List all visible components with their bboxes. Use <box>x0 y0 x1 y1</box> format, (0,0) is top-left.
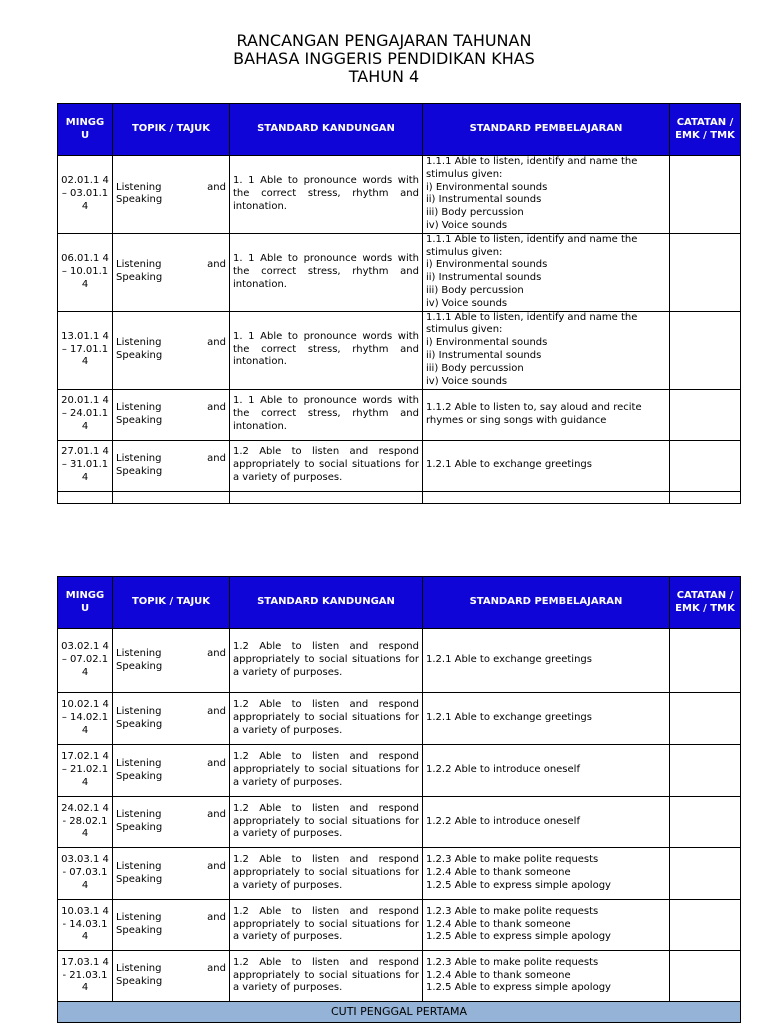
topic-word: Speaking <box>116 194 163 206</box>
topic-cell <box>113 156 230 234</box>
header-row <box>58 577 741 629</box>
topic-word: Listening <box>116 860 162 872</box>
learning-standard-line: iv) Voice sounds <box>426 297 508 309</box>
week-cell: 10.03.1 4 - 14.03.1 4 <box>58 900 113 951</box>
holiday-label: CUTI PENGGAL PERTAMA <box>58 1002 741 1023</box>
learning-standard-line: 1.2.4 Able to thank someone <box>426 969 571 981</box>
topic-word: Speaking <box>116 272 163 284</box>
catatan-cell <box>670 693 741 745</box>
learning-standard-line: ii) Instrumental sounds <box>426 272 542 284</box>
topic-word: and <box>207 860 226 872</box>
standard-pembelajaran-cell <box>423 311 670 389</box>
learning-standard-line: ii) Instrumental sounds <box>426 194 542 206</box>
topic-word: Speaking <box>116 925 163 936</box>
learning-standard-line: 1.2.3 Able to make polite requests <box>426 905 599 917</box>
standard-kandungan-cell: 1.2 Able to listen and respond appropriately to social situations for a variety of purposes. <box>230 848 423 900</box>
topic-word: and <box>207 963 226 975</box>
topic-word: Listening <box>116 452 162 464</box>
header-minggu: MINGG U <box>58 577 113 629</box>
learning-standard-line: 1.2.1 Able to exchange greetings <box>426 654 592 666</box>
header-topik: TOPIK / TAJUK <box>113 577 230 629</box>
learning-standard-line: 1.1.1 Able to listen, identify and name the stimulus given: <box>426 233 638 258</box>
standard-pembelajaran-cell <box>423 797 670 848</box>
title-line-2: BAHASA INGGERIS PENDIDIKAN KHAS <box>233 49 535 68</box>
header-sp: STANDARD PEMBELAJARAN <box>423 104 670 156</box>
topic-cell <box>113 440 230 491</box>
topic-word: Listening <box>116 705 162 717</box>
catatan-cell <box>670 311 741 389</box>
header-topik: TOPIK / TAJUK <box>113 104 230 156</box>
topic-word: Listening <box>116 912 162 924</box>
topic-word: Listening <box>116 337 162 349</box>
table-row <box>58 693 741 745</box>
topic-word: and <box>207 452 226 464</box>
table-row <box>58 951 741 1002</box>
topic-word: and <box>207 647 226 659</box>
topic-word: Listening <box>116 809 162 821</box>
standard-kandungan-cell: 1.2 Able to listen and respond appropriately to social situations for a variety of purposes. <box>230 745 423 797</box>
catatan-cell <box>670 745 741 797</box>
document-title <box>0 32 768 86</box>
catatan-cell <box>670 848 741 900</box>
catatan-cell <box>670 389 741 440</box>
topic-word: and <box>207 809 226 821</box>
catatan-cell <box>670 629 741 693</box>
table-row <box>58 311 741 389</box>
week-cell: 03.03.1 4 - 07.03.1 4 <box>58 848 113 900</box>
topic-word: Listening <box>116 757 162 769</box>
learning-standard-line: ii) Instrumental sounds <box>426 350 542 362</box>
week-cell: 03.02.1 4 – 07.02.1 4 <box>58 629 113 693</box>
standard-pembelajaran-cell <box>423 440 670 491</box>
learning-standard-line: 1.2.2 Able to introduce oneself <box>426 815 580 827</box>
topic-cell <box>113 951 230 1002</box>
standard-pembelajaran-cell <box>423 233 670 311</box>
topic-word: Listening <box>116 401 162 413</box>
table-row <box>58 629 741 693</box>
catatan-cell <box>670 156 741 234</box>
table-row <box>58 848 741 900</box>
topic-word: Listening <box>116 259 162 271</box>
learning-standard-line: 1.2.4 Able to thank someone <box>426 867 571 879</box>
learning-standard-line: iii) Body percussion <box>426 362 524 374</box>
standard-pembelajaran-cell <box>423 693 670 745</box>
learning-standard-line: 1.2.3 Able to make polite requests <box>426 854 599 866</box>
catatan-cell <box>670 797 741 848</box>
topic-cell <box>113 389 230 440</box>
topic-word: Speaking <box>116 465 163 477</box>
topic-cell <box>113 745 230 797</box>
topic-cell <box>113 848 230 900</box>
catatan-cell <box>670 440 741 491</box>
topic-cell <box>113 233 230 311</box>
topic-word: Speaking <box>116 660 163 672</box>
topic-word: Speaking <box>116 976 163 987</box>
standard-kandungan-cell: 1. 1 Able to pronounce words with the correct stress, rhythm and intonation. <box>230 233 423 311</box>
topic-cell <box>113 629 230 693</box>
topic-word: Speaking <box>116 414 163 426</box>
empty-row <box>58 491 741 503</box>
learning-standard-line: 1.2.1 Able to exchange greetings <box>426 712 592 724</box>
standard-pembelajaran-cell <box>423 745 670 797</box>
week-cell: 17.02.1 4 – 21.02.1 4 <box>58 745 113 797</box>
learning-standard-line: i) Environmental sounds <box>426 337 548 349</box>
standard-pembelajaran-cell <box>423 900 670 951</box>
topic-word: and <box>207 705 226 717</box>
header-catatan: CATATAN / EMK / TMK <box>670 104 741 156</box>
topic-word: Speaking <box>116 350 163 362</box>
standard-kandungan-cell: 1.2 Able to listen and respond appropriately to social situations for a variety of purposes. <box>230 440 423 491</box>
learning-standard-line: i) Environmental sounds <box>426 181 548 193</box>
standard-pembelajaran-cell <box>423 629 670 693</box>
week-cell: 24.02.1 4 - 28.02.1 4 <box>58 797 113 848</box>
topic-word: Speaking <box>116 822 163 833</box>
week-cell: 10.02.1 4 – 14.02.1 4 <box>58 693 113 745</box>
standard-pembelajaran-cell <box>423 389 670 440</box>
standard-kandungan-cell: 1. 1 Able to pronounce words with the correct stress, rhythm and intonation. <box>230 156 423 234</box>
standard-kandungan-cell: 1. 1 Able to pronounce words with the correct stress, rhythm and intonation. <box>230 311 423 389</box>
title-line-1: RANCANGAN PENGAJARAN TAHUNAN <box>236 31 532 50</box>
header-catatan: CATATAN / EMK / TMK <box>670 577 741 629</box>
topic-cell <box>113 900 230 951</box>
topic-word: Speaking <box>116 718 163 730</box>
standard-kandungan-cell: 1.2 Able to listen and respond appropriately to social situations for a variety of purposes. <box>230 629 423 693</box>
table-row <box>58 156 741 234</box>
header-sp: STANDARD PEMBELAJARAN <box>423 577 670 629</box>
topic-cell <box>113 311 230 389</box>
standard-kandungan-cell: 1.2 Able to listen and respond appropriately to social situations for a variety of purposes. <box>230 693 423 745</box>
week-cell: 13.01.1 4 – 17.01.1 4 <box>58 311 113 389</box>
topic-word: and <box>207 181 226 193</box>
learning-standard-line: 1.1.1 Able to listen, identify and name the stimulus given: <box>426 156 638 180</box>
learning-standard-line: iv) Voice sounds <box>426 219 508 231</box>
plan-table-2 <box>57 576 741 1023</box>
learning-standard-line: 1.2.4 Able to thank someone <box>426 918 571 930</box>
topic-word: and <box>207 337 226 349</box>
table-row <box>58 745 741 797</box>
table-row <box>58 440 741 491</box>
table-row <box>58 389 741 440</box>
standard-kandungan-cell: 1.2 Able to listen and respond appropriately to social situations for a variety of purposes. <box>230 797 423 848</box>
week-cell: 06.01.1 4 – 10.01.1 4 <box>58 233 113 311</box>
standard-pembelajaran-cell <box>423 156 670 234</box>
learning-standard-line: 1.2.5 Able to express simple apology <box>426 931 611 943</box>
topic-word: and <box>207 401 226 413</box>
learning-standard-line: iii) Body percussion <box>426 284 524 296</box>
header-row <box>58 104 741 156</box>
standard-kandungan-cell: 1.2 Able to listen and respond appropriately to social situations for a variety of purposes. <box>230 951 423 1002</box>
table-row <box>58 233 741 311</box>
learning-standard-line: i) Environmental sounds <box>426 259 548 271</box>
table-row <box>58 900 741 951</box>
week-cell: 17.03.1 4 - 21.03.1 4 <box>58 951 113 1002</box>
learning-standard-line: 1.2.3 Able to make polite requests <box>426 956 599 968</box>
holiday-row <box>58 1002 741 1023</box>
learning-standard-line: 1.1.2 Able to listen to, say aloud and recite rhymes or sing songs with guidance <box>426 401 642 426</box>
topic-word: Speaking <box>116 873 163 885</box>
topic-word: Listening <box>116 647 162 659</box>
plan-table-1 <box>57 103 741 504</box>
catatan-cell <box>670 900 741 951</box>
catatan-cell <box>670 951 741 1002</box>
standard-pembelajaran-cell <box>423 951 670 1002</box>
topic-word: Listening <box>116 963 162 975</box>
topic-word: and <box>207 757 226 769</box>
header-sk: STANDARD KANDUNGAN <box>230 104 423 156</box>
topic-word: Speaking <box>116 770 163 782</box>
topic-word: and <box>207 259 226 271</box>
learning-standard-line: 1.1.1 Able to listen, identify and name the stimulus given: <box>426 311 638 336</box>
topic-cell <box>113 693 230 745</box>
topic-word: Listening <box>116 181 162 193</box>
learning-standard-line: iv) Voice sounds <box>426 375 508 387</box>
learning-standard-line: 1.2.2 Able to introduce oneself <box>426 764 580 776</box>
table-row <box>58 797 741 848</box>
header-sk: STANDARD KANDUNGAN <box>230 577 423 629</box>
standard-kandungan-cell: 1. 1 Able to pronounce words with the correct stress, rhythm and intonation. <box>230 389 423 440</box>
learning-standard-line: 1.2.1 Able to exchange greetings <box>426 459 592 471</box>
topic-word: and <box>207 912 226 924</box>
week-cell: 27.01.1 4 – 31.01.1 4 <box>58 440 113 491</box>
title-line-3: TAHUN 4 <box>348 67 420 86</box>
header-minggu: MINGG U <box>58 104 113 156</box>
topic-cell <box>113 797 230 848</box>
catatan-cell <box>670 233 741 311</box>
standard-pembelajaran-cell <box>423 848 670 900</box>
learning-standard-line: 1.2.5 Able to express simple apology <box>426 879 611 891</box>
week-cell: 02.01.1 4 – 03.01.1 4 <box>58 156 113 234</box>
learning-standard-line: 1.2.5 Able to express simple apology <box>426 982 611 994</box>
standard-kandungan-cell: 1.2 Able to listen and respond appropriately to social situations for a variety of purposes. <box>230 900 423 951</box>
learning-standard-line: iii) Body percussion <box>426 207 524 219</box>
week-cell: 20.01.1 4 – 24.01.1 4 <box>58 389 113 440</box>
